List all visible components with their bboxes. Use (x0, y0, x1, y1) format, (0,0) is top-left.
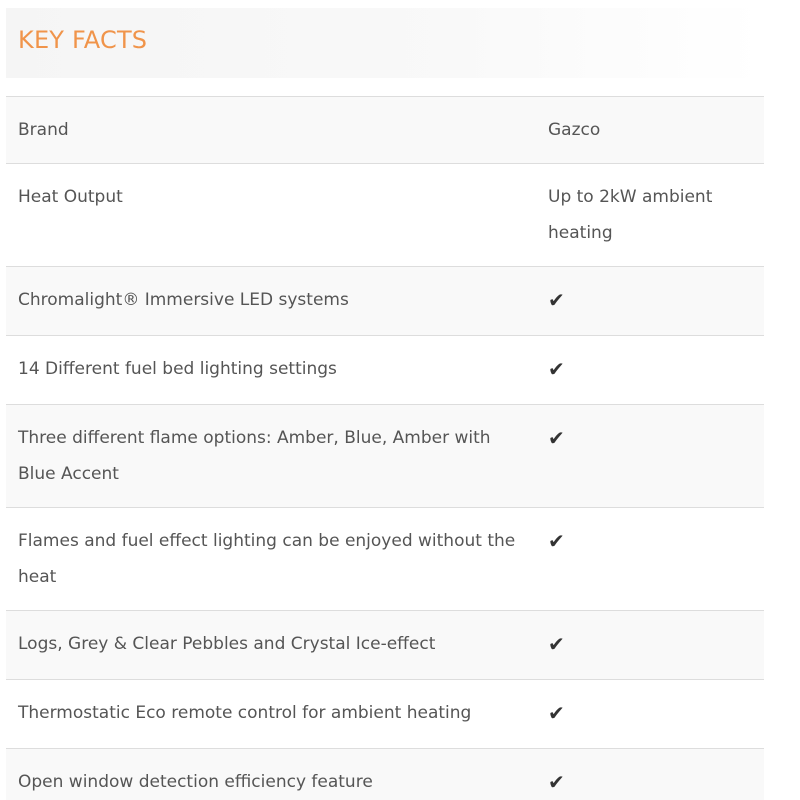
fact-value-cell (536, 267, 764, 336)
checkmark-icon: ✔ (548, 701, 565, 725)
table-row (6, 680, 764, 749)
fact-label: Thermostatic Eco remote control for ambient heating (6, 680, 536, 749)
table-row (6, 611, 764, 680)
fact-value-cell (536, 611, 764, 680)
checkmark-icon: ✔ (548, 288, 565, 312)
fact-label: Brand (6, 97, 536, 164)
fact-label: Heat Output (6, 164, 536, 267)
checkmark-icon: ✔ (548, 770, 565, 794)
fact-label: Flames and fuel effect lighting can be enjoyed without the heat (6, 508, 536, 611)
fact-value-cell (536, 749, 764, 800)
checkmark-icon: ✔ (548, 426, 565, 450)
fact-value-cell (536, 405, 764, 508)
key-facts-header (6, 8, 764, 78)
table-row (6, 97, 764, 164)
fact-label: Three different flame options: Amber, Blue, Amber with Blue Accent (6, 405, 536, 508)
table-row (6, 164, 764, 267)
table-row (6, 267, 764, 336)
checkmark-icon: ✔ (548, 357, 565, 381)
fact-value-cell (536, 508, 764, 611)
fact-value-cell (536, 336, 764, 405)
fact-value: Gazco (536, 97, 764, 164)
checkmark-icon: ✔ (548, 529, 565, 553)
table-row (6, 508, 764, 611)
checkmark-icon: ✔ (548, 632, 565, 656)
fact-value-cell (536, 680, 764, 749)
table-row (6, 405, 764, 508)
page-title: KEY FACTS (18, 26, 148, 54)
fact-label: 14 Different fuel bed lighting settings (6, 336, 536, 405)
fact-value: Up to 2kW ambient heating (536, 164, 764, 267)
table-row (6, 749, 764, 800)
key-facts-table (6, 96, 764, 800)
fact-label: Chromalight® Immersive LED systems (6, 267, 536, 336)
table-row (6, 336, 764, 405)
fact-label: Logs, Grey & Clear Pebbles and Crystal Ice-effect (6, 611, 536, 680)
fact-label: Open window detection efficiency feature (6, 749, 536, 800)
